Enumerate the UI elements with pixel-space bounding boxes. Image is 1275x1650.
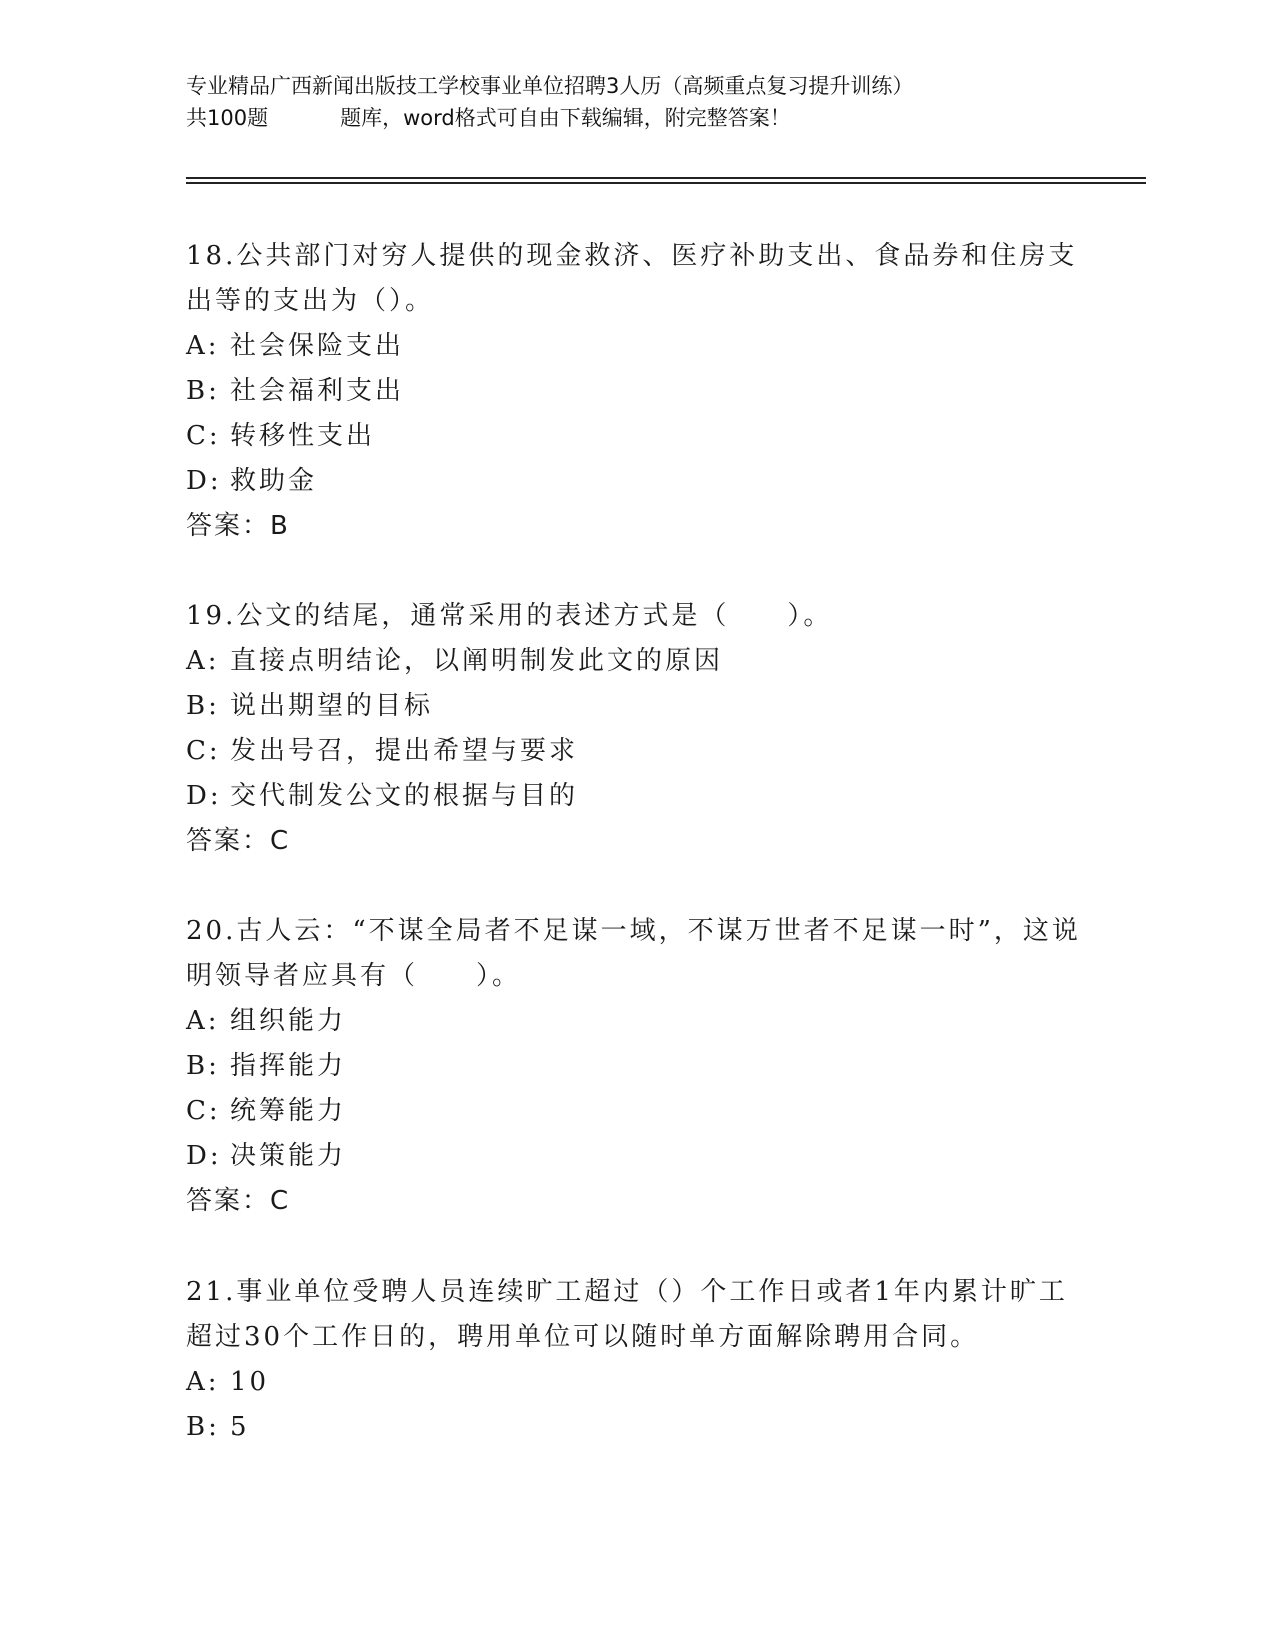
option-text: 直接点明结论，以阐明制发此文的原因 (230, 646, 724, 676)
header-subtitle-line (186, 102, 1086, 134)
option-d (186, 459, 1086, 504)
option-text: 交代制发公文的根据与目的 (230, 781, 579, 811)
option-key: B: (186, 1051, 220, 1081)
option-text: 5 (230, 1412, 250, 1442)
question-stem: 21.事业单位受聘人员连续旷工超过（）个工作日或者1年内累计旷工超过30个工作日的，聘用单位可以随时单方面解除聘用合同。 (186, 1277, 1068, 1352)
option-key: D: (186, 1141, 222, 1171)
option-text: 说出期望的目标 (230, 691, 434, 721)
answer-label: 答案：C (186, 826, 291, 856)
header-count: 共100题 (186, 106, 269, 130)
question-stem: 18.公共部门对穷人提供的现金救济、医疗补助支出、食品券和住房支出等的支出为（）。 (186, 241, 1078, 316)
option-key: B: (186, 1412, 220, 1442)
option-b (186, 1044, 1086, 1089)
question-19 (186, 594, 1086, 864)
option-text: 统筹能力 (230, 1096, 347, 1126)
option-key: C: (186, 736, 221, 766)
page-header (186, 70, 1086, 134)
option-text: 转移性支出 (230, 421, 376, 451)
option-d (186, 1134, 1086, 1179)
option-key: D: (186, 466, 222, 496)
option-key: A: (186, 331, 220, 361)
option-key: B: (186, 691, 220, 721)
option-a (186, 999, 1086, 1044)
option-key: C: (186, 1096, 221, 1126)
header-title-line: 专业精品广西新闻出版技工学校事业单位招聘3人历（高频重点复习提升训练） (186, 74, 914, 98)
option-b (186, 369, 1086, 414)
option-text: 组织能力 (230, 1006, 347, 1036)
option-key: A: (186, 646, 220, 676)
option-c (186, 729, 1086, 774)
option-c (186, 414, 1086, 459)
option-key: B: (186, 376, 220, 406)
option-key: D: (186, 781, 222, 811)
option-text: 指挥能力 (230, 1051, 347, 1081)
option-key: C: (186, 421, 221, 451)
option-b (186, 684, 1086, 729)
question-stem: 19.公文的结尾，通常采用的表述方式是（ ）。 (186, 601, 833, 631)
option-key: A: (186, 1367, 220, 1397)
option-text: 决策能力 (230, 1141, 347, 1171)
answer-label: 答案：B (186, 511, 290, 541)
option-a (186, 639, 1086, 684)
option-text: 社会保险支出 (230, 331, 405, 361)
header-divider-bottom (186, 182, 1146, 184)
question-18 (186, 234, 1086, 549)
option-c (186, 1089, 1086, 1134)
option-key: A: (186, 1006, 220, 1036)
option-a (186, 324, 1086, 369)
question-21 (186, 1270, 1086, 1450)
option-b (186, 1405, 1086, 1450)
option-d (186, 774, 1086, 819)
option-a (186, 1360, 1086, 1405)
answer-label: 答案：C (186, 1186, 291, 1216)
question-20 (186, 909, 1086, 1224)
option-text: 发出号召，提出希望与要求 (230, 736, 579, 766)
option-text: 10 (230, 1367, 270, 1397)
header-divider-top (186, 177, 1146, 179)
option-text: 社会福利支出 (230, 376, 405, 406)
option-text: 救助金 (230, 466, 318, 496)
question-stem: 20.古人云：“不谋全局者不足谋一域，不谋万世者不足谋一时”，这说明领导者应具有（ ）。 (186, 916, 1081, 991)
header-description: 题库，word格式可自由下载编辑，附完整答案！ (340, 106, 791, 130)
